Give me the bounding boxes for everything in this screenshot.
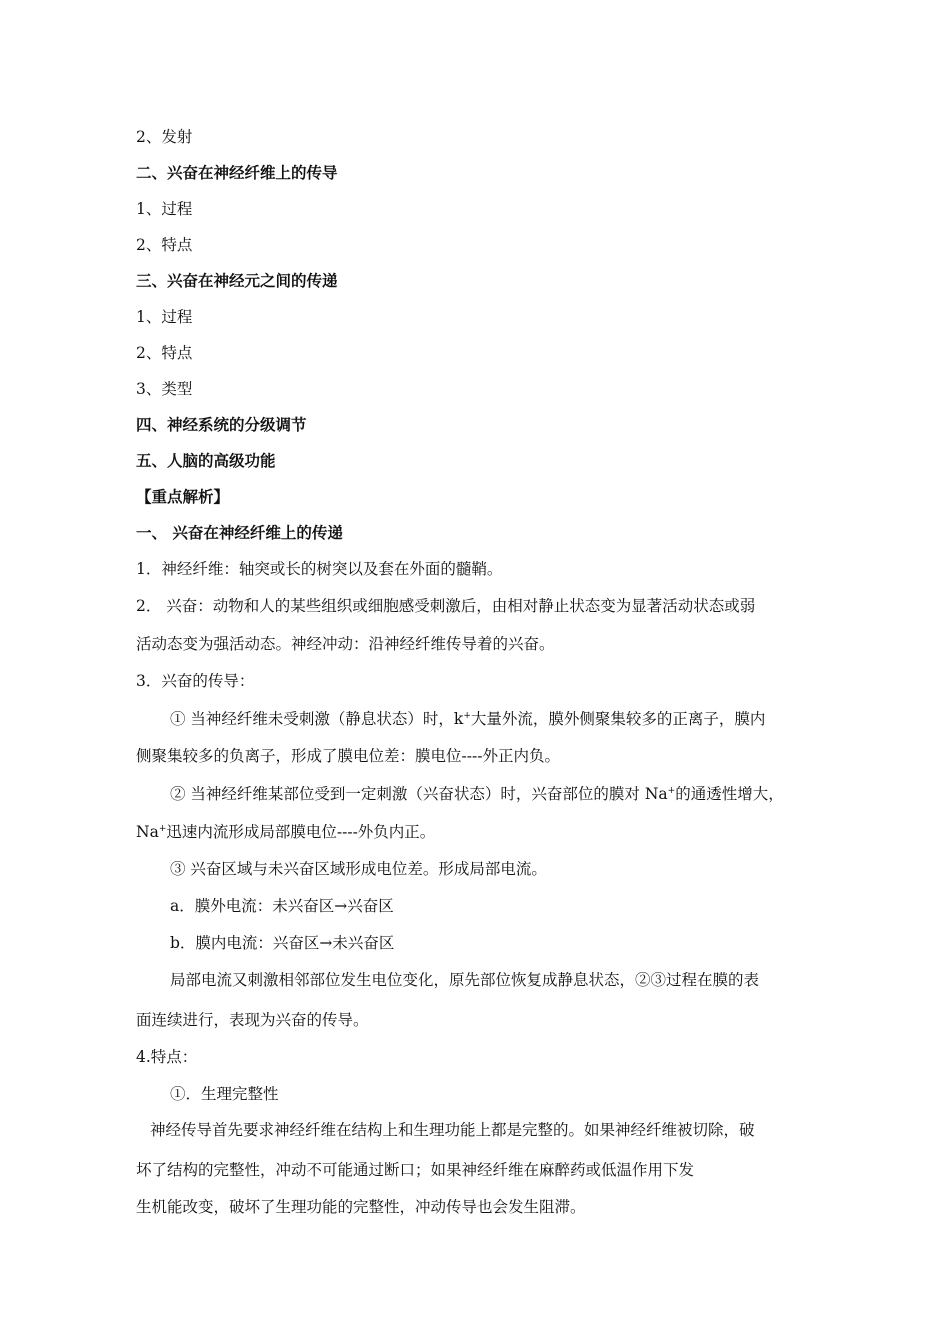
paragraph-nerve-fiber: 1．神经纤维：轴突或长的树突以及套在外面的髓鞘。: [136, 560, 503, 578]
outline-item-type: 3、类型: [136, 380, 193, 398]
outline-item-process-2: 1、过程: [136, 308, 193, 326]
point-1-line-2: 侧聚集较多的负离子，形成了膜电位差：膜电位----外正内负。: [136, 747, 560, 765]
outline-heading-3: 三、兴奋在神经元之间的传递: [136, 271, 338, 290]
paragraph-excitation-line-2: 活动态变为强活动态。神经冲动：沿神经纤维传导着的兴奋。: [136, 635, 555, 653]
point-2-line-2: Na+迅速内流形成局部膜电位----外负内正。: [136, 823, 436, 841]
outline-item-feature-1: 2、特点: [136, 236, 193, 254]
paragraph-local-current-line-1: 局部电流又刺激相邻部位发生电位变化，原先部位恢复成静息状态，②③过程在膜的表: [170, 971, 760, 989]
outline-item-process-1: 1、过程: [136, 200, 193, 218]
point-a-outer-current: a．膜外电流：未兴奋区→兴奋区: [170, 897, 394, 915]
paragraph-integrity-line-2: 坏了结构的完整性，冲动不可能通过断口；如果神经纤维在麻醉药或低温作用下发: [136, 1161, 695, 1179]
paragraph-conduction-title: 3．兴奋的传导：: [136, 672, 255, 690]
point-b-inner-current: b．膜内电流：兴奋区→未兴奋区: [170, 934, 395, 952]
paragraph-local-current-line-2: 面连续进行，表现为兴奋的传导。: [136, 1011, 369, 1029]
analysis-section-1-title: 一、 兴奋在神经纤维上的传递: [136, 523, 343, 542]
outline-item-fashe: 2、发射: [136, 128, 193, 146]
point-2-line-1: ② 当神经纤维某部位受到一定刺激（兴奋状态）时，兴奋部位的膜对 Na+的通透性增大，: [170, 785, 784, 803]
outline-heading-4: 四、神经系统的分级调节: [136, 415, 307, 434]
paragraph-integrity-line-1: 神经传导首先要求神经纤维在结构上和生理功能上都是完整的。如果神经纤维被切除，破: [150, 1121, 755, 1139]
paragraph-excitation-line-1: 2． 兴奋：动物和人的某些组织或细胞感受刺激后，由相对静止状态变为显著活动状态或弱: [136, 597, 756, 615]
outline-heading-2: 二、兴奋在神经纤维上的传导: [136, 163, 338, 182]
analysis-heading: 【重点解析】: [136, 487, 230, 506]
point-1-line-1: ① 当神经纤维未受刺激（静息状态）时，k+大量外流，膜外侧聚集较多的正离子，膜内: [170, 710, 766, 728]
point-3: ③ 兴奋区域与未兴奋区域形成电位差。形成局部电流。: [170, 860, 547, 878]
feature-1-title: ①．生理完整性: [170, 1085, 279, 1103]
paragraph-integrity-line-3: 生机能改变，破坏了生理功能的完整性，冲动传导也会发生阻滞。: [136, 1198, 586, 1216]
paragraph-features-title: 4.特点：: [136, 1048, 198, 1066]
outline-heading-5: 五、人脑的高级功能: [136, 451, 276, 470]
outline-item-feature-2: 2、特点: [136, 344, 193, 362]
